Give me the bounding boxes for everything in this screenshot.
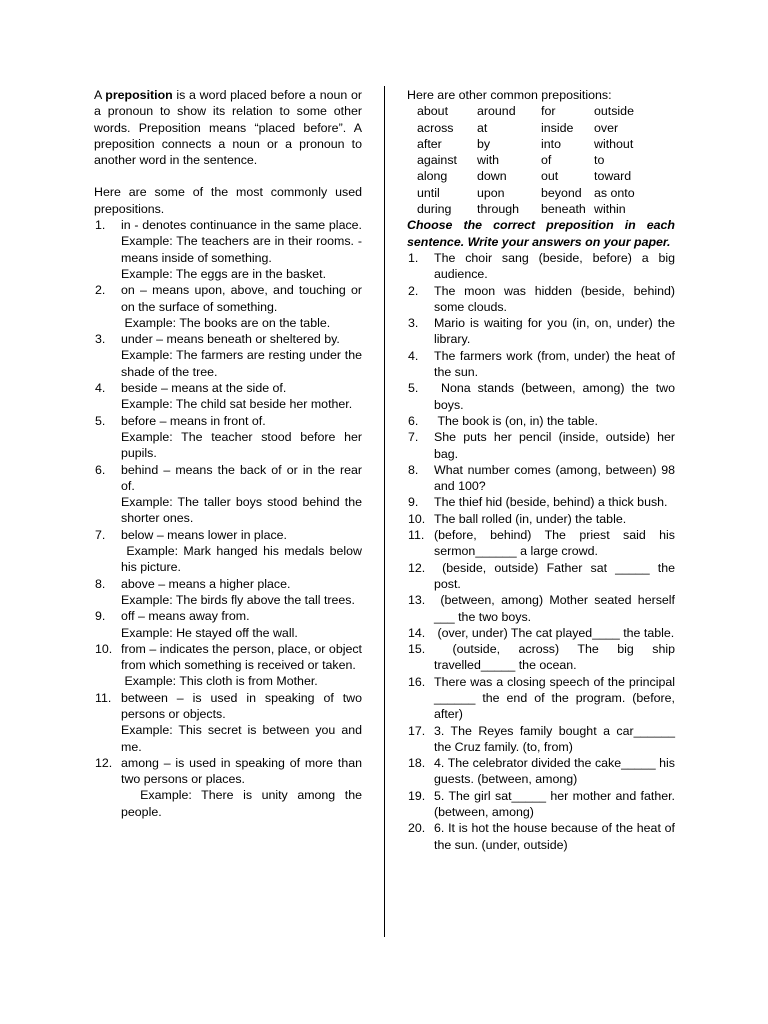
item-example: Example: This secret is between you and me. xyxy=(121,723,366,754)
preposition-row xyxy=(417,185,675,201)
preposition-row xyxy=(417,201,675,217)
exercise-question xyxy=(407,315,679,348)
item-number: 12. xyxy=(95,755,113,770)
item-body xyxy=(121,282,362,331)
intro-lead: A xyxy=(94,88,106,102)
question-number: 1. xyxy=(408,250,419,265)
question-text: There was a closing speech of the principal ______ the end of the program. (before, after) xyxy=(434,674,679,722)
definition-item xyxy=(94,755,366,820)
preposition-word: as onto xyxy=(594,185,635,200)
question-text: 6. It is hot the house because of the heat of the sun. (under, outside) xyxy=(434,821,679,852)
exercise-question xyxy=(407,560,679,593)
item-definition: in - denotes continuance in the same place. Example: The teachers are in their rooms. - means inside of something. xyxy=(121,218,362,265)
intro-rest: is a word placed before a noun or a pronoun to show its relation to some other words. Preposition means “placed before”. A preposition connects a noun or a pronoun to another word in the sentence. xyxy=(94,88,362,168)
preposition-word: beneath xyxy=(541,202,586,217)
list-heading: Here are some of the most commonly used prepositions. xyxy=(94,185,362,216)
item-definition: behind – means the back of or in the rear of. xyxy=(121,462,362,493)
question-number: 16. xyxy=(408,674,426,689)
column-divider xyxy=(384,86,385,937)
item-example: Example: The eggs are in the basket. xyxy=(121,266,327,281)
preposition-word: about xyxy=(417,104,449,119)
definition-item xyxy=(94,576,362,609)
question-number: 9. xyxy=(408,495,419,510)
right-column xyxy=(407,87,679,853)
preposition-row xyxy=(417,152,675,168)
item-definition: on – means upon, above, and touching or on the surface of something. xyxy=(121,283,362,314)
preposition-row xyxy=(417,168,675,184)
item-number: 8. xyxy=(95,576,106,591)
preposition-word: across xyxy=(417,120,454,135)
item-number: 2. xyxy=(95,283,106,298)
question-text: 5. The girl sat_____ her mother and father. (between, among) xyxy=(434,788,679,820)
item-body xyxy=(121,462,366,527)
item-example: Example: The books are on the table. xyxy=(121,315,331,330)
common-prepositions-heading: Here are other common prepositions: xyxy=(407,88,612,102)
question-number: 19. xyxy=(408,788,426,803)
item-definition: between – is used in speaking of two persons or objects. xyxy=(121,690,362,721)
item-body xyxy=(121,413,366,462)
exercise-question xyxy=(407,592,679,625)
preposition-word: down xyxy=(477,169,507,184)
preposition-word: out xyxy=(541,169,559,184)
question-number: 18. xyxy=(408,756,426,771)
item-definition: among – is used in speaking of more than two persons or places. xyxy=(121,755,362,787)
question-text: The farmers work (from, under) the heat of the sun. xyxy=(434,348,679,380)
preposition-word: at xyxy=(477,120,488,135)
preposition-word: outside xyxy=(594,104,634,119)
preposition-row xyxy=(417,103,675,119)
preposition-word: along xyxy=(417,169,448,184)
item-example: Example: This cloth is from Mother. xyxy=(121,674,318,689)
preposition-word: for xyxy=(541,104,556,119)
exercise-question xyxy=(407,413,675,429)
item-body xyxy=(121,527,366,576)
preposition-word: without xyxy=(594,136,634,151)
exercise-question xyxy=(407,283,679,316)
item-number: 11. xyxy=(95,690,112,705)
item-definition: before – means in front of. xyxy=(121,413,266,428)
definition-item xyxy=(94,690,366,755)
item-number: 1. xyxy=(95,218,106,233)
item-body xyxy=(121,690,366,755)
definition-item xyxy=(94,282,362,331)
question-text: 4. The celebrator divided the cake_____ his guests. (between, among) xyxy=(434,756,679,787)
question-number: 17. xyxy=(408,723,426,738)
preposition-word: of xyxy=(541,153,552,168)
exercise-question xyxy=(407,723,679,756)
preposition-word: by xyxy=(477,136,491,151)
preposition-word: inside xyxy=(541,120,574,135)
preposition-word: until xyxy=(417,185,440,200)
question-number: 4. xyxy=(408,348,419,363)
question-number: 14. xyxy=(408,625,426,640)
preposition-word: into xyxy=(541,136,561,151)
item-definition: beside – means at the side of. xyxy=(121,381,287,396)
question-number: 10. xyxy=(408,511,426,526)
definition-item xyxy=(94,413,366,462)
question-number: 6. xyxy=(408,413,419,428)
item-body xyxy=(121,755,366,820)
preposition-word: around xyxy=(477,104,516,119)
item-number: 5. xyxy=(95,413,106,428)
item-number: 4. xyxy=(95,381,106,396)
question-number: 12. xyxy=(408,560,426,575)
question-text: The moon was hidden (beside, behind) some clouds. xyxy=(434,283,679,314)
question-text: Mario is waiting for you (in, on, under) the library. xyxy=(434,316,679,347)
preposition-word: with xyxy=(477,153,500,168)
preposition-word: over xyxy=(594,120,619,135)
exercise-question xyxy=(407,494,675,510)
definition-item xyxy=(94,608,362,641)
question-text: 3. The Reyes family bought a car______ the Cruz family. (to, from) xyxy=(434,723,679,754)
preposition-word: beyond xyxy=(541,185,582,200)
definition-item xyxy=(94,217,362,282)
item-example: Example: He stayed off the wall. xyxy=(121,625,298,640)
preposition-word: against xyxy=(417,153,457,168)
preposition-word: to xyxy=(594,153,605,168)
item-definition: below – means lower in place. xyxy=(121,527,287,542)
exercise-question xyxy=(407,674,679,723)
item-example: Example: The farmers are resting under the shade of the tree. xyxy=(121,348,366,379)
definition-item xyxy=(94,641,362,690)
item-example: Example: Mark hanged his medals below his picture. xyxy=(121,544,366,575)
item-example: Example: The child sat beside her mother. xyxy=(121,397,353,412)
preposition-word: toward xyxy=(594,169,632,184)
question-text: (beside, outside) Father sat _____ the post. xyxy=(434,560,679,591)
exercise-question xyxy=(407,462,679,495)
question-number: 3. xyxy=(408,316,419,331)
question-text: (before, behind) The priest said his sermon______ a large crowd. xyxy=(434,528,679,559)
question-text: The ball rolled (in, under) the table. xyxy=(434,511,627,526)
question-number: 7. xyxy=(408,430,419,445)
exercise-question xyxy=(407,250,679,283)
item-body xyxy=(121,641,362,690)
item-definition: under – means beneath or sheltered by. xyxy=(121,332,340,347)
item-body xyxy=(121,608,362,641)
item-number: 10. xyxy=(95,641,113,656)
exercise-question xyxy=(407,380,679,413)
exercise-question xyxy=(407,348,679,381)
item-example: Example: The taller boys stood behind the shorter ones. xyxy=(121,495,366,526)
exercise-question xyxy=(407,755,679,788)
item-definition: above – means a higher place. xyxy=(121,576,291,591)
exercise-question xyxy=(407,820,679,853)
intro-paragraph xyxy=(94,87,362,168)
question-text: The thief hid (beside, behind) a thick bush. xyxy=(434,495,668,510)
question-number: 15. xyxy=(408,642,426,657)
question-text: She puts her pencil (inside, outside) her bag. xyxy=(434,430,679,461)
exercise-question xyxy=(407,511,675,527)
definition-item xyxy=(94,380,362,413)
item-example: Example: The teacher stood before her pupils. xyxy=(121,429,366,461)
preposition-word: within xyxy=(594,202,626,217)
item-body xyxy=(121,576,362,609)
question-text: (over, under) The cat played____ the table. xyxy=(434,625,675,640)
question-number: 8. xyxy=(408,462,419,477)
preposition-word: during xyxy=(417,202,452,217)
definition-item xyxy=(94,462,366,527)
preposition-word: through xyxy=(477,202,520,217)
item-number: 7. xyxy=(95,527,106,542)
question-number: 11. xyxy=(408,528,425,543)
question-number: 2. xyxy=(408,283,419,298)
question-text: The book is (on, in) the table. xyxy=(434,413,598,428)
intro-term: preposition xyxy=(105,88,173,102)
exercise-question-list xyxy=(407,250,679,853)
preposition-row xyxy=(417,136,675,152)
question-number: 20. xyxy=(408,821,426,836)
definition-item xyxy=(94,527,366,576)
item-example: Example: There is unity among the people. xyxy=(121,788,366,819)
question-text: (between, among) Mother seated herself ___ the two boys. xyxy=(434,593,679,624)
exercise-question xyxy=(407,641,679,674)
preposition-definition-list xyxy=(94,217,366,820)
common-prepositions-grid xyxy=(407,103,675,217)
question-number: 13. xyxy=(408,593,426,608)
preposition-word: after xyxy=(417,136,442,151)
question-text: Nona stands (between, among) the two boys. xyxy=(434,381,679,412)
item-body xyxy=(121,217,362,282)
question-text: The choir sang (beside, before) a big audience. xyxy=(434,250,679,282)
preposition-row xyxy=(417,120,675,136)
question-number: 5. xyxy=(408,381,419,396)
item-body xyxy=(121,331,366,380)
exercise-question xyxy=(407,625,675,641)
definition-item xyxy=(94,331,366,380)
left-column xyxy=(94,87,366,820)
question-text: What number comes (among, between) 98 and 100? xyxy=(434,462,679,494)
exercise-question xyxy=(407,788,679,821)
item-definition: off – means away from. xyxy=(121,609,250,624)
item-number: 6. xyxy=(95,462,106,477)
item-number: 9. xyxy=(95,609,106,624)
item-number: 3. xyxy=(95,332,106,347)
exercise-question xyxy=(407,527,679,560)
exercise-question xyxy=(407,429,679,462)
item-example: Example: The birds fly above the tall trees. xyxy=(121,592,355,607)
question-text: (outside, across) The big ship travelled_____ the ocean. xyxy=(434,642,679,673)
item-body xyxy=(121,380,362,413)
preposition-word: upon xyxy=(477,185,505,200)
exercise-instructions: Choose the correct preposition in each sentence. Write your answers on your paper. xyxy=(407,218,675,249)
item-definition: from – indicates the person, place, or object from which something is received or taken. xyxy=(121,641,362,673)
